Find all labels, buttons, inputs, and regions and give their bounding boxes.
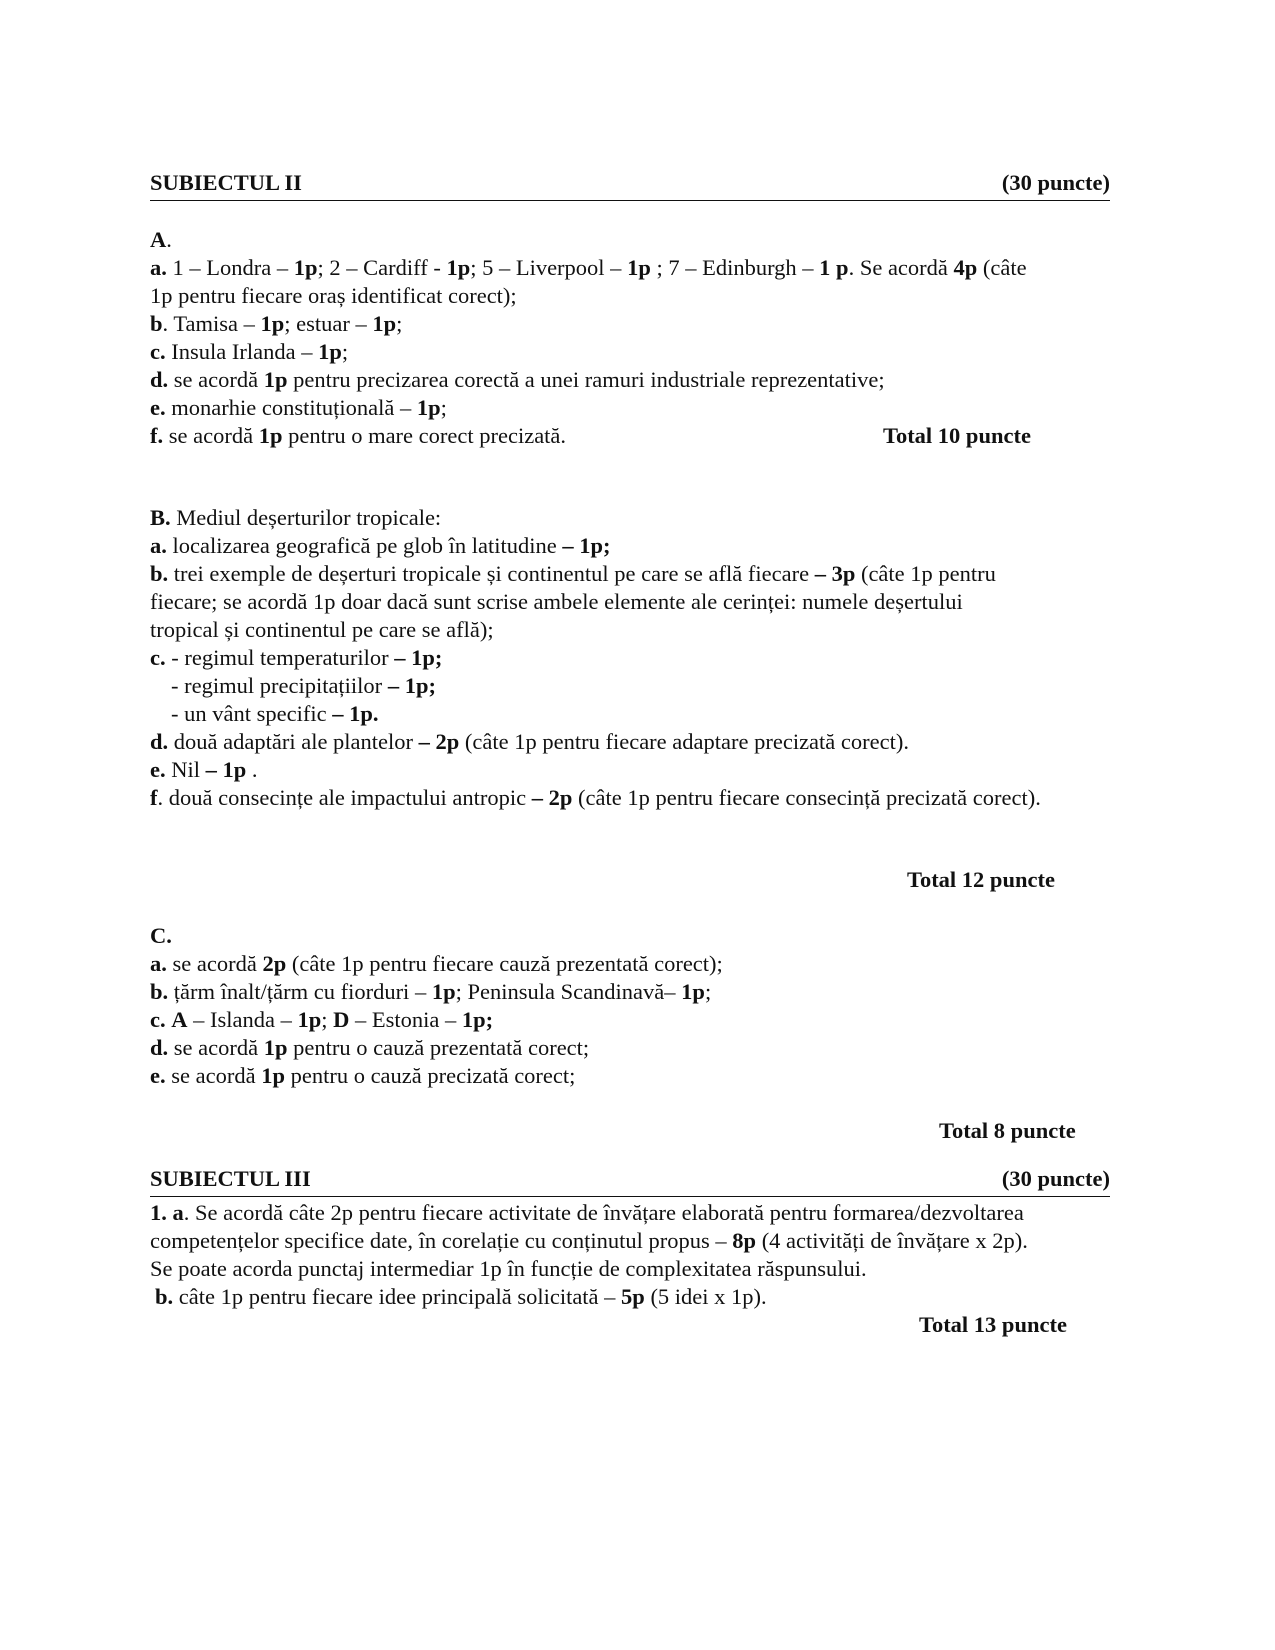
section-points: (30 puncte) xyxy=(1001,170,1110,195)
part-a-item-b: b. Tamisa – 1p; estuar – 1p; xyxy=(150,311,403,336)
part-b-item-c: c. - regimul temperaturilor – 1p; xyxy=(150,645,443,670)
section-title: SUBIECTUL III xyxy=(150,1166,311,1191)
section-title: SUBIECTUL II xyxy=(150,170,302,195)
section-points: (30 puncte) xyxy=(1001,1166,1110,1191)
part-a-item-a: a. 1 – Londra – 1p; 2 – Cardiff - 1p; 5 – Liverpool – 1p ; 7 – Edinburgh – 1 p. Se acordă 4p (câte xyxy=(150,255,1027,280)
part-c-item-a: a. se acordă 2p (câte 1p pentru fiecare cauză prezentată corect); xyxy=(150,951,723,976)
s3-item-1a: 1. a. Se acordă câte 2p pentru fiecare activitate de învățare elaborată pentru formarea/dezvoltarea xyxy=(150,1200,1024,1225)
subiectul-iii-header xyxy=(150,1166,1110,1197)
subiectul-ii-header xyxy=(150,170,1110,201)
part-a-item-c: c. Insula Irlanda – 1p; xyxy=(150,339,349,364)
part-a-item-f: f. se acordă 1p pentru o mare corect precizată. xyxy=(150,423,567,448)
part-a-item-e: e. monarhie constituțională – 1p; xyxy=(150,395,447,420)
part-a-label: A. xyxy=(150,227,172,252)
part-a-item-d: d. se acordă 1p pentru precizarea corectă a unei ramuri industriale reprezentative; xyxy=(150,367,885,392)
s3-item-1a-line3: Se poate acorda punctaj intermediar 1p în funcție de complexitatea răspunsului. xyxy=(150,1256,867,1281)
part-c-label: C. xyxy=(150,923,172,948)
part-b-item-c-line2: - regimul precipitațiilor – 1p; xyxy=(171,673,436,698)
part-b-item-b-line3: tropical și continentul pe care se află); xyxy=(150,617,494,642)
part-b-intro: B. Mediul deșerturilor tropicale: xyxy=(150,505,442,530)
part-c-item-c: c. A – Islanda – 1p; D – Estonia – 1p; xyxy=(150,1007,494,1032)
s3-item-1a-line2: competențelor specifice date, în corelație cu conținutul propus – 8p (4 activități de învățare x 2p). xyxy=(150,1228,1028,1253)
part-b-total: Total 12 puncte xyxy=(907,867,1055,892)
part-c-item-d: d. se acordă 1p pentru o cauză prezentată corect; xyxy=(150,1035,590,1060)
s3-item-1b: b. câte 1p pentru fiecare idee principală solicitată – 5p (5 idei x 1p). xyxy=(155,1284,767,1309)
part-a-total: Total 10 puncte xyxy=(883,423,1031,448)
part-b-item-e: e. Nil – 1p . xyxy=(150,757,258,782)
part-c-total: Total 8 puncte xyxy=(939,1118,1076,1143)
part-c-item-b: b. țărm înalt/țărm cu fiorduri – 1p; Peninsula Scandinavă– 1p; xyxy=(150,979,712,1004)
part-b-item-f: f. două consecințe ale impactului antropic – 2p (câte 1p pentru fiecare consecință precizată corect). xyxy=(150,785,1041,810)
s3-total: Total 13 puncte xyxy=(919,1312,1067,1337)
part-c-item-e: e. se acordă 1p pentru o cauză precizată corect; xyxy=(150,1063,576,1088)
part-a-item-a-line2: 1p pentru fiecare oraș identificat corect); xyxy=(150,283,517,308)
part-b-item-b-line2: fiecare; se acordă 1p doar dacă sunt scrise ambele elemente ale cerinței: numele deșertului xyxy=(150,589,963,614)
part-b-item-c-line3: - un vânt specific – 1p. xyxy=(171,701,379,726)
part-b-item-a: a. localizarea geografică pe glob în latitudine – 1p; xyxy=(150,533,611,558)
part-b-item-b: b. trei exemple de deșerturi tropicale și continentul pe care se află fiecare – 3p (câte 1p pentru xyxy=(150,561,996,586)
part-b-item-d: d. două adaptări ale plantelor – 2p (câte 1p pentru fiecare adaptare precizată corect). xyxy=(150,729,909,754)
